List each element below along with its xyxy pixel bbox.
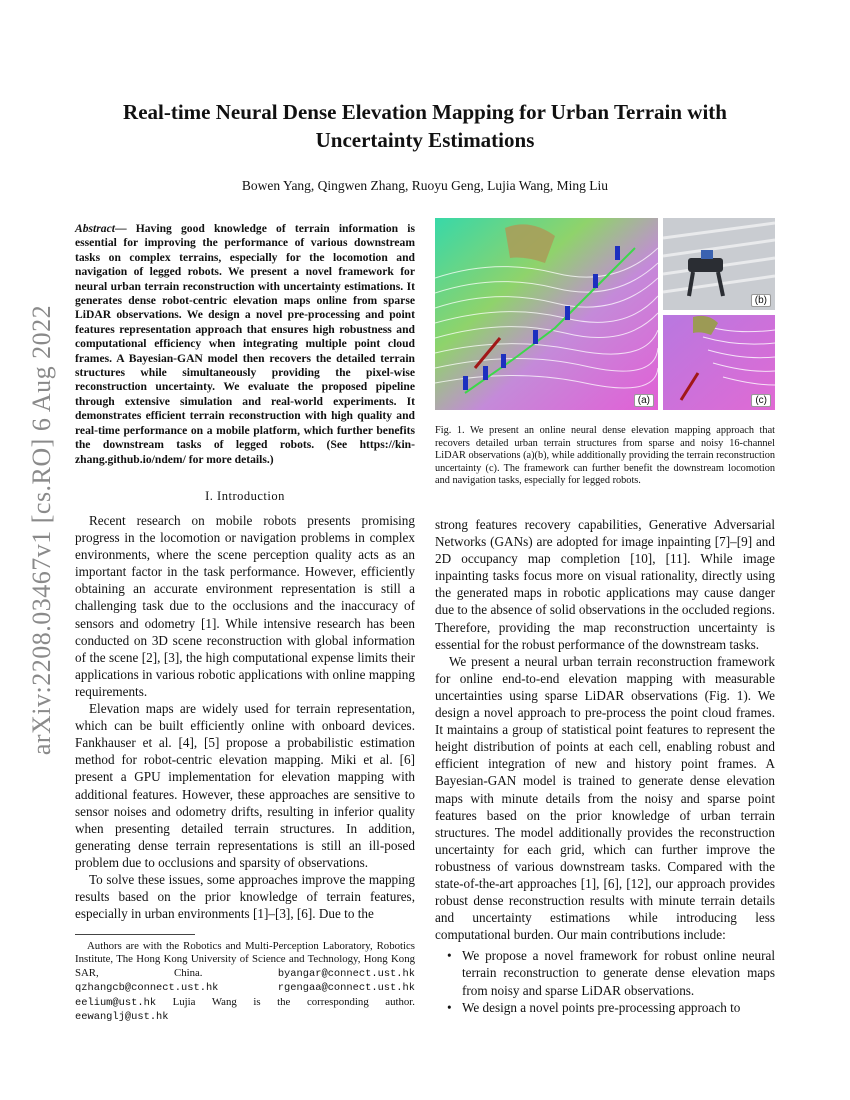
right-column-body [435, 516, 775, 1016]
bullet-icon: • [447, 948, 452, 964]
panel-a-label: (a) [634, 394, 654, 407]
paper-title: Real-time Neural Dense Elevation Mapping for Urban Terrain with Uncertainty Estimations [123, 100, 727, 152]
paragraph: Recent research on mobile robots presents promising progress in the locomotion or navigation problems in complex environments, where the scene perception quality acts as an important factor in the task performance. However, efficiently obtaining an accurate environment representation is still a challenging task due to the occlusions and the inaccuracy of sensors and odometry [1]. While intensive research has been conducted on 3D scene reconstruction with global information of the scene [2], [3], the high computational expense limits their applications in various robotic applications with online mapping requirements. [75, 513, 415, 699]
contribution-list [435, 947, 775, 1015]
left-column-body [75, 512, 415, 922]
paragraph: To solve these issues, some approaches improve the mapping results based on the prior knowledge of terrain features, especially in urban environments [1]–[3], [6]. Due to the [75, 871, 415, 922]
paragraph: strong features recovery capabilities, Generative Adversarial Networks (GANs) are adopted for image inpainting [7]–[9] and 2D occupancy map completion [10], [11]. While image inpainting tasks focus more on visual rationality, directly using the generated maps in robotic applications may cause danger due to the absence of solid observations in the occluded regions. Therefore, providing the map reconstruction uncertainty is essential for the robust performance of the downstream tasks. [435, 517, 775, 652]
bullet-icon: • [447, 999, 452, 1015]
list-item-text: We propose a novel framework for robust online neural terrain reconstruction to generate dense elevation maps from noisy and sparse LiDAR observations. [462, 948, 775, 998]
author-list: Bowen Yang, Qingwen Zhang, Ruoyu Geng, Lujia Wang, Ming Liu [241, 178, 609, 193]
figure-1 [435, 218, 775, 410]
footnote-divider [75, 934, 195, 935]
paragraph: We present a neural urban terrain reconstruction framework for online end-to-end elevation mapping with measurable uncertainties using sparse LiDAR observations (Fig. 1). We design a novel approach to pre-process the point cloud frames. It maintains a group of statistical point features to represent the height distribution of points at each cell, enabling robust and efficient integration of new and history point frames. A Bayesian-GAN model is trained to generate dense elevation maps with minute details from the noisy and sparse point features based on the prior knowledge of urban terrain structures. The model additionally provides the reconstruction uncertainty for each grid, which can further improve the robustness of various downstream tasks. Compared with the state-of-the-art approaches [1], [6], [12], our approach provides robust dense reconstruction results with minute terrain details and uncertainty estimations while introducing less computational burden. Our main contributions include: [435, 653, 775, 943]
elevation-map-image [435, 218, 658, 410]
list-item [435, 947, 775, 998]
footnote-emails: byangar@connect.ust.hk qzhangcb@connect.ust.hk rgengaa@connect.ust.hk eelium@ust.hk [75, 967, 415, 1009]
arxiv-stamp [12, 290, 72, 770]
paragraph: Elevation maps are widely used for terrain representation, which can be built efficiently online with onboard devices. Fankhauser et al. [4], [5] propose a probabilistic estimation method for robot-centric elevation mapping. Miki et al. [6] present a GPU implementation for elevation mapping with additional features. However, these approaches are sensitive to sensor noises and odometry drifts, resulting in inferior quality when presenting detailed terrain structures. In addition, generating dense terrain representations is still an ill-posed problem due to occlusions and sparsity of observations. [75, 701, 415, 870]
abstract-text: — Having good knowledge of terrain information is essential for improving the performance of various downstream tasks on complex terrains, especially for the locomotion and navigation of legged robots. We present a novel framework for neural urban terrain reconstruction with uncertainty estimations. It generates dense robot-centric elevation maps online from sparse LiDAR observations. We design a novel pre-processing and point features representation approach that ensures high robustness and computational efficiency when integrating multiple point cloud frames. A Bayesian-GAN model then recovers the detailed terrain structures while simultaneously providing the pixel-wise reconstruction uncertainty. We evaluate the proposed pipeline through extensive simulation and real-world experiments. It demonstrates efficient terrain reconstruction with high quality and real-time performance on a mobile platform, which further benefits the downstream tasks of legged robots. (See https://kin-zhang.github.io/ndem/ for more details.) [75, 222, 415, 466]
panel-b-label: (b) [751, 294, 771, 307]
arxiv-identifier: arXiv:2208.03467v1 [cs.RO] 6 Aug 2022 [27, 304, 56, 756]
list-item-text: We design a novel points pre-processing approach to [462, 999, 741, 1015]
uncertainty-map-image [663, 315, 775, 410]
terrain-reconstruction-graphic [435, 218, 658, 410]
footnote [75, 940, 415, 1024]
panel-c-label: (c) [751, 394, 771, 407]
section-heading: I. Introduction [205, 489, 285, 503]
figure-caption: Fig. 1. We present an online neural dense elevation mapping approach that recovers detailed urban terrain structures from sparse and noisy 16-channel LiDAR observations (a)(b), while additionally providing the terrain reconstruction uncertainty (c). The framework can further benefit the downstream locomotion and navigation tasks, especially for legged robots. [435, 425, 775, 487]
footnote-affiliation: Authors are with the Robotics and Multi-Perception Laboratory, Robotics Institute, The Hong Kong University of Science and Technology, Hong Kong SAR, China. [75, 940, 415, 979]
abstract [75, 222, 415, 467]
abstract-label: Abstract [75, 222, 115, 235]
list-item [435, 999, 775, 1016]
footnote-corresponding: Lujia Wang is the corresponding author. [172, 995, 415, 1008]
footnote-email: eewanglj@ust.hk [75, 1011, 169, 1024]
robot-photo [663, 218, 775, 310]
